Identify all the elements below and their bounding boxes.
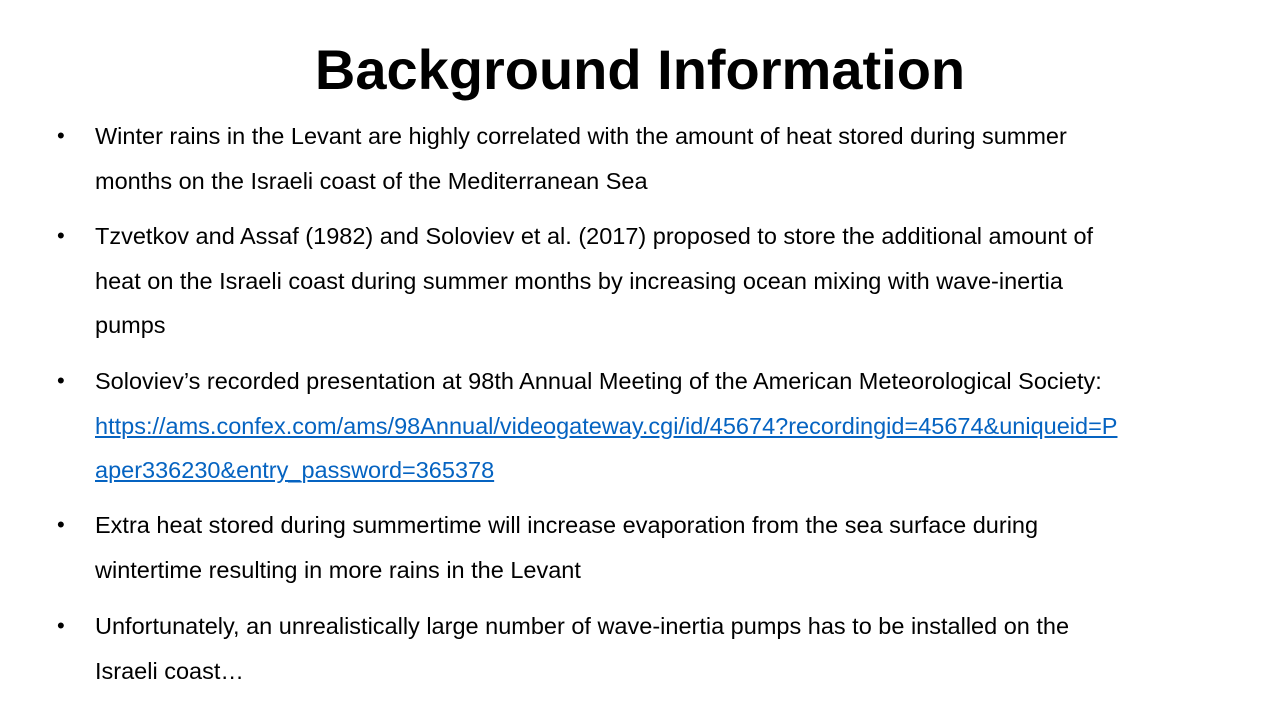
bullet-line: pumps: [95, 312, 166, 338]
presentation-link-continued[interactable]: [95, 448, 1230, 493]
bullet-marker: •: [57, 613, 65, 638]
bullet-text: [95, 114, 1230, 203]
bullet-line: Israeli coast…: [95, 657, 244, 684]
link-line[interactable]: aper336230&entry_password=365378: [95, 457, 495, 483]
bullet-text: [95, 604, 1230, 693]
bullet-line: Soloviev’s recorded presentation at 98th Annual Meeting of the American Meteorological Society:: [95, 368, 1102, 394]
bullet-text: [95, 503, 1230, 592]
bullet-line: Extra heat stored during summertime will increase evaporation from the sea surface during: [95, 512, 1039, 538]
bullet-marker: •: [57, 368, 65, 393]
bullet-line: months on the Israeli coast of the Mediterranean Sea: [95, 167, 648, 194]
bullet-marker: •: [57, 223, 65, 248]
bullet-marker: •: [57, 512, 65, 537]
link-line[interactable]: https://ams.confex.com/ams/98Annual/videogateway.cgi/id/45674?recordingid=45674&uniqueid=P: [95, 412, 1118, 439]
bullet-text: [95, 359, 1230, 493]
bullet-text: [95, 214, 1230, 348]
bullet-line: wintertime resulting in more rains in the Levant: [95, 556, 581, 583]
bullet-line: Tzvetkov and Assaf (1982) and Soloviev et al. (2017) proposed to store the additional amount of: [95, 223, 1094, 249]
slide-title: Background Information: [314, 38, 966, 101]
bullet-line: Winter rains in the Levant are highly correlated with the amount of heat stored during summer: [95, 123, 1067, 149]
presentation-link[interactable]: [95, 404, 1230, 449]
bullet-marker: •: [57, 123, 65, 148]
bullet-line: Unfortunately, an unrealistically large number of wave-inertia pumps has to be installed on the: [95, 613, 1070, 639]
bullet-line: heat on the Israeli coast during summer months by increasing ocean mixing with wave-inertia: [95, 267, 1063, 294]
